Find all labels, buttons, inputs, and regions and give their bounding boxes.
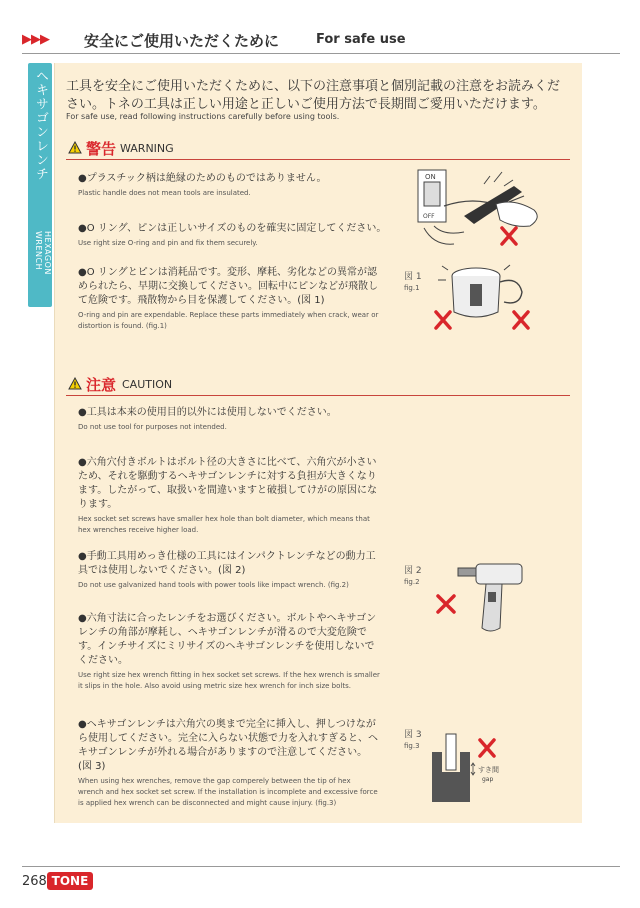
caution-title-en: CAUTION <box>122 378 173 391</box>
warning-title-ja: 警告 <box>86 140 117 158</box>
socket-pin-illustration <box>430 262 554 342</box>
prohibited-x-icon <box>436 312 450 328</box>
page-header <box>22 30 620 52</box>
page-title-en: For safe use <box>316 32 406 47</box>
page-title-ja: 安全にご使用いただくために <box>84 32 280 50</box>
caution-triangle-icon <box>68 377 82 390</box>
prohibited-x-icon <box>438 596 454 612</box>
page-number: 268 <box>22 874 47 889</box>
warning-heading <box>66 138 570 160</box>
warning-item: ●O リングとピンは消耗品です。変形、摩耗、劣化などの異常が認められたら、早期に交換してください。回転中にピンなどが飛散して危険です。飛散物から目を保護してください。(図 1) O-ring and pin are expendable. Replace these parts immediately when crack, wear or distortion is found. (fig.1) <box>78 267 379 330</box>
gap-label-ja: すき間 <box>478 766 499 774</box>
caution-item: ●手動工具用めっき仕様の工具にはインパクトレンチなどの動力工具では使用しないでください。(図 2) Do not use galvanized hand tools with power tools like impact wrench. (fig.2) <box>78 551 376 589</box>
caution-title-ja: 注意 <box>86 376 117 394</box>
category-side-tab <box>28 63 52 307</box>
gap-arrow-icon <box>471 763 475 775</box>
side-tab-label-ja: ヘキサゴンレンチ <box>33 69 48 181</box>
fig3-label: 図 3 fig.3 <box>404 730 422 750</box>
prohibited-x-icon <box>480 740 494 756</box>
caution-item: ●工具は本来の使用目的以外には使用しないでください。 Do not use tool for purposes not intended. <box>78 407 337 431</box>
header-divider <box>22 53 620 54</box>
arrow-icons: ▶▶▶ <box>22 32 49 47</box>
caution-item: ●六角寸法に合ったレンチをお選びください。ボルトやヘキサゴンレンチの角部が摩耗し、ヘキサゴンレンチが滑るので大変危険です。インチサイズにミリサイズのヘキサゴンレンチを使用しないでください。 Use right size hex wrench fitting in hex socket set screws. If the hex wrench is smaller it slips in the hole. Also avoid using metric size hex wrench for inch size bolts. <box>78 613 380 690</box>
fig2-label: 図 2 fig.2 <box>404 566 422 586</box>
gap-label-en: gap <box>482 776 494 783</box>
hex-wrench-gap-illustration <box>430 732 530 808</box>
warning-triangle-icon <box>68 141 82 154</box>
caution-item: ●六角穴付きボルトはボルト径の大きさに比べて、六角穴が小さいため、それを駆動するヘキサゴンレンチに対する負担が大きくなります。したがって、取扱いを間違いますと破損してけがの原因になります。 Hex socket set screws have smaller hex hole than bolt diameter, which means that hex wrenches receive higher load. <box>78 457 377 534</box>
caution-heading <box>66 374 570 396</box>
warning-title-en: WARNING <box>120 142 174 155</box>
fig1-label: 図 1 fig.1 <box>404 272 422 292</box>
electrical-hazard-illustration <box>404 166 554 256</box>
intro-text-en: For safe use, read following instructions carefully before using tools. <box>66 112 340 121</box>
intro-text-ja: 工具を安全にご使用いただくために、以下の注意事項と個別記載の注意をお読みください。トネの工具は正しい用途と正しいご使用方法で長期間ご愛用いただけます。 <box>66 79 561 112</box>
warning-item: ●プラスチック柄は絶縁のためのものではありません。 Plastic handle does not mean tools are insulated. <box>78 173 327 197</box>
side-tab-label-en: HEXAGON WRENCH <box>34 231 52 275</box>
impact-wrench-illustration <box>430 562 540 646</box>
prohibited-x-icon <box>502 228 516 244</box>
svg-text:OFF: OFF <box>423 213 435 220</box>
caution-item: ●ヘキサゴンレンチは六角穴の奥まで完全に挿入し、押しつけながら使用してください。完全に入らない状態で力を入れすぎると、ヘキサゴンレンチが外れる場合がありますので注意してください。(図 3) When using hex wrenches, remove the gap comperely between the tip of hex wrench and hex socket set screw. If the installation is incomplete and excessive force is applied hex wrench can be disconnected and might cause injury. (fig.3) <box>78 719 378 807</box>
svg-text:ON: ON <box>425 173 436 181</box>
brand-logo: TONE <box>47 872 93 890</box>
prohibited-x-icon <box>514 312 528 328</box>
footer-divider <box>22 866 620 867</box>
warning-item: ●O リング、ピンは正しいサイズのものを確実に固定してください。 Use right size O-ring and pin and fix them securely. <box>78 223 387 247</box>
